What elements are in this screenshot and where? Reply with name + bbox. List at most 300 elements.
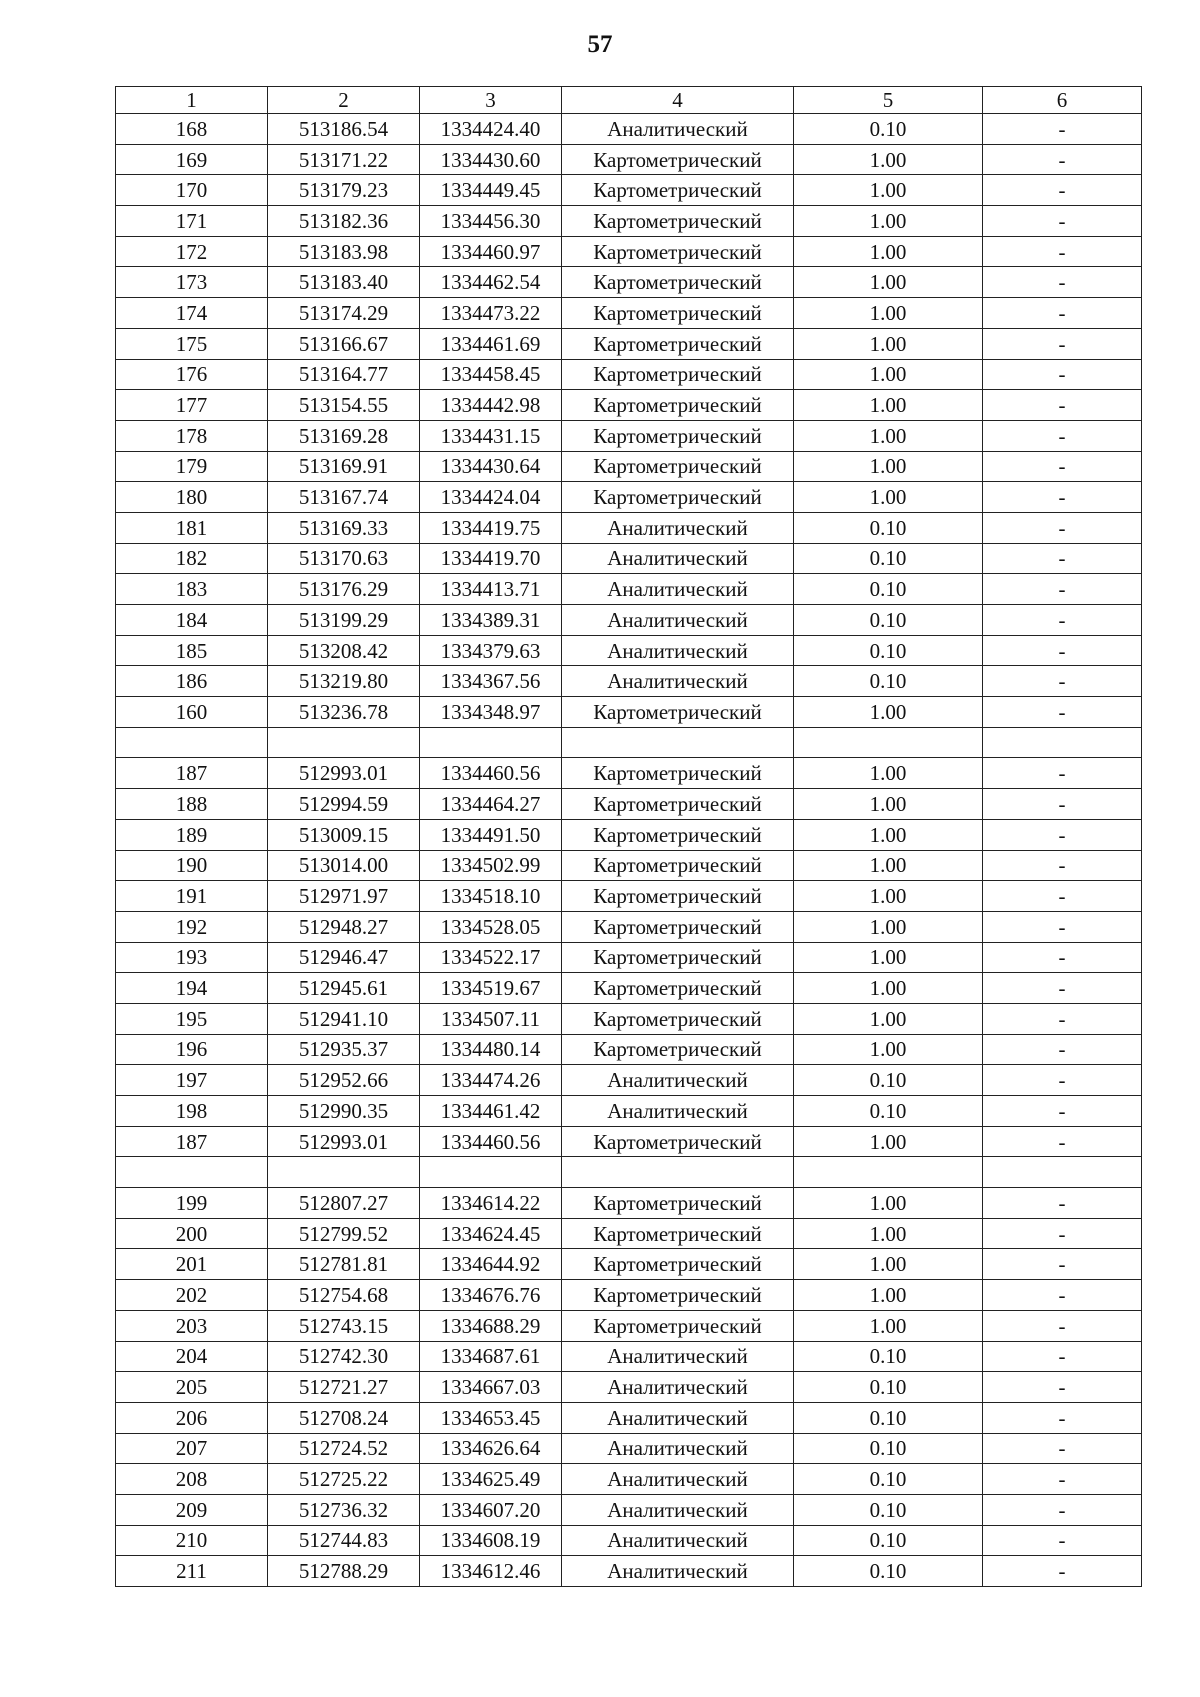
table-row — [116, 1556, 1142, 1587]
table-row — [116, 635, 1142, 666]
table-row — [116, 1096, 1142, 1127]
table-row — [116, 482, 1142, 513]
point-number-cell: 209 — [116, 1494, 268, 1525]
note-cell: - — [983, 1280, 1142, 1311]
y-coordinate-cell: 1334502.99 — [420, 850, 562, 881]
x-coordinate-cell: 512946.47 — [268, 942, 420, 973]
x-coordinate-cell: 513169.33 — [268, 512, 420, 543]
table-row — [116, 1310, 1142, 1341]
method-cell: Картометрический — [562, 881, 794, 912]
x-coordinate-cell: 513186.54 — [268, 114, 420, 145]
method-cell: Аналитический — [562, 543, 794, 574]
method-cell: Картометрический — [562, 451, 794, 482]
x-coordinate-cell: 512971.97 — [268, 881, 420, 912]
note-cell: - — [983, 850, 1142, 881]
x-coordinate-cell: 512754.68 — [268, 1280, 420, 1311]
table-row — [116, 1433, 1142, 1464]
table-separator-row — [116, 727, 1142, 758]
note-cell: - — [983, 758, 1142, 789]
accuracy-cell: 0.10 — [794, 1096, 983, 1127]
accuracy-cell: 1.00 — [794, 1003, 983, 1034]
accuracy-cell: 1.00 — [794, 206, 983, 237]
x-coordinate-cell: 513014.00 — [268, 850, 420, 881]
method-cell — [562, 727, 794, 758]
point-number-cell: 186 — [116, 666, 268, 697]
accuracy-cell: 1.00 — [794, 328, 983, 359]
accuracy-cell: 1.00 — [794, 451, 983, 482]
point-number-cell: 183 — [116, 574, 268, 605]
note-cell: - — [983, 1372, 1142, 1403]
x-coordinate-cell: 513182.36 — [268, 206, 420, 237]
method-cell: Картометрический — [562, 206, 794, 237]
note-cell: - — [983, 1003, 1142, 1034]
note-cell: - — [983, 482, 1142, 513]
table-row — [116, 758, 1142, 789]
table-row — [116, 144, 1142, 175]
accuracy-cell: 1.00 — [794, 390, 983, 421]
table-row — [116, 267, 1142, 298]
point-number-cell: 208 — [116, 1464, 268, 1495]
table-row — [116, 1402, 1142, 1433]
method-cell: Аналитический — [562, 114, 794, 145]
y-coordinate-cell: 1334424.40 — [420, 114, 562, 145]
y-coordinate-cell: 1334348.97 — [420, 697, 562, 728]
y-coordinate-cell: 1334462.54 — [420, 267, 562, 298]
note-cell: - — [983, 175, 1142, 206]
table-row — [116, 819, 1142, 850]
method-cell: Картометрический — [562, 267, 794, 298]
method-cell: Картометрический — [562, 328, 794, 359]
table-row — [116, 328, 1142, 359]
y-coordinate-cell: 1334473.22 — [420, 298, 562, 329]
y-coordinate-cell: 1334430.60 — [420, 144, 562, 175]
x-coordinate-cell: 513169.91 — [268, 451, 420, 482]
table-row — [116, 666, 1142, 697]
accuracy-cell: 1.00 — [794, 236, 983, 267]
y-coordinate-cell: 1334460.56 — [420, 1126, 562, 1157]
y-coordinate-cell: 1334491.50 — [420, 819, 562, 850]
y-coordinate-cell: 1334419.70 — [420, 543, 562, 574]
column-header-3: 3 — [420, 87, 562, 114]
note-cell: - — [983, 574, 1142, 605]
accuracy-cell: 1.00 — [794, 911, 983, 942]
accuracy-cell: 0.10 — [794, 1372, 983, 1403]
point-number-cell: 197 — [116, 1065, 268, 1096]
note-cell: - — [983, 1310, 1142, 1341]
accuracy-cell: 1.00 — [794, 697, 983, 728]
note-cell: - — [983, 635, 1142, 666]
method-cell: Аналитический — [562, 1433, 794, 1464]
method-cell: Картометрический — [562, 1126, 794, 1157]
y-coordinate-cell: 1334644.92 — [420, 1249, 562, 1280]
point-number-cell: 173 — [116, 267, 268, 298]
x-coordinate-cell: 512935.37 — [268, 1034, 420, 1065]
accuracy-cell: 1.00 — [794, 1034, 983, 1065]
note-cell: - — [983, 1126, 1142, 1157]
x-coordinate-cell: 512799.52 — [268, 1218, 420, 1249]
x-coordinate-cell: 512725.22 — [268, 1464, 420, 1495]
method-cell: Картометрический — [562, 1249, 794, 1280]
method-cell: Аналитический — [562, 574, 794, 605]
point-number-cell: 180 — [116, 482, 268, 513]
table-row — [116, 1126, 1142, 1157]
note-cell: - — [983, 1065, 1142, 1096]
coordinates-table — [115, 86, 1142, 1587]
accuracy-cell: 0.10 — [794, 605, 983, 636]
x-coordinate-cell: 513219.80 — [268, 666, 420, 697]
table-row — [116, 881, 1142, 912]
x-coordinate-cell: 513179.23 — [268, 175, 420, 206]
table-row — [116, 1341, 1142, 1372]
accuracy-cell: 0.10 — [794, 1494, 983, 1525]
method-cell: Картометрический — [562, 1188, 794, 1219]
point-number-cell: 192 — [116, 911, 268, 942]
point-number-cell: 169 — [116, 144, 268, 175]
note-cell: - — [983, 1249, 1142, 1280]
note-cell: - — [983, 1034, 1142, 1065]
x-coordinate-cell: 512724.52 — [268, 1433, 420, 1464]
accuracy-cell: 1.00 — [794, 267, 983, 298]
table-row — [116, 175, 1142, 206]
y-coordinate-cell: 1334480.14 — [420, 1034, 562, 1065]
accuracy-cell: 1.00 — [794, 298, 983, 329]
x-coordinate-cell: 512941.10 — [268, 1003, 420, 1034]
note-cell: - — [983, 1096, 1142, 1127]
point-number-cell: 203 — [116, 1310, 268, 1341]
point-number-cell: 187 — [116, 1126, 268, 1157]
method-cell: Аналитический — [562, 1494, 794, 1525]
note-cell: - — [983, 420, 1142, 451]
y-coordinate-cell: 1334625.49 — [420, 1464, 562, 1495]
x-coordinate-cell: 512990.35 — [268, 1096, 420, 1127]
note-cell: - — [983, 1341, 1142, 1372]
y-coordinate-cell: 1334456.30 — [420, 206, 562, 237]
point-number-cell: 179 — [116, 451, 268, 482]
method-cell: Картометрический — [562, 236, 794, 267]
y-coordinate-cell: 1334687.61 — [420, 1341, 562, 1372]
y-coordinate-cell: 1334612.46 — [420, 1556, 562, 1587]
x-coordinate-cell — [268, 727, 420, 758]
table-row — [116, 911, 1142, 942]
method-cell — [562, 1157, 794, 1188]
accuracy-cell: 1.00 — [794, 819, 983, 850]
table-separator-row — [116, 1157, 1142, 1188]
accuracy-cell: 0.10 — [794, 574, 983, 605]
column-header-5: 5 — [794, 87, 983, 114]
point-number-cell: 184 — [116, 605, 268, 636]
x-coordinate-cell: 513199.29 — [268, 605, 420, 636]
accuracy-cell: 1.00 — [794, 789, 983, 820]
point-number-cell: 198 — [116, 1096, 268, 1127]
y-coordinate-cell: 1334431.15 — [420, 420, 562, 451]
x-coordinate-cell: 512721.27 — [268, 1372, 420, 1403]
y-coordinate-cell: 1334389.31 — [420, 605, 562, 636]
x-coordinate-cell: 513169.28 — [268, 420, 420, 451]
table-row — [116, 1188, 1142, 1219]
method-cell: Картометрический — [562, 942, 794, 973]
note-cell: - — [983, 512, 1142, 543]
table-row — [116, 1003, 1142, 1034]
method-cell: Картометрический — [562, 789, 794, 820]
y-coordinate-cell: 1334367.56 — [420, 666, 562, 697]
x-coordinate-cell: 512945.61 — [268, 973, 420, 1004]
point-number-cell: 176 — [116, 359, 268, 390]
point-number-cell: 195 — [116, 1003, 268, 1034]
accuracy-cell: 1.00 — [794, 1249, 983, 1280]
x-coordinate-cell: 513164.77 — [268, 359, 420, 390]
y-coordinate-cell: 1334460.97 — [420, 236, 562, 267]
x-coordinate-cell: 512742.30 — [268, 1341, 420, 1372]
note-cell — [983, 1157, 1142, 1188]
table-row — [116, 390, 1142, 421]
point-number-cell: 196 — [116, 1034, 268, 1065]
point-number-cell: 187 — [116, 758, 268, 789]
y-coordinate-cell: 1334608.19 — [420, 1525, 562, 1556]
method-cell: Картометрический — [562, 1003, 794, 1034]
point-number-cell: 202 — [116, 1280, 268, 1311]
accuracy-cell: 1.00 — [794, 850, 983, 881]
note-cell: - — [983, 1188, 1142, 1219]
point-number-cell: 182 — [116, 543, 268, 574]
point-number-cell: 174 — [116, 298, 268, 329]
note-cell: - — [983, 1433, 1142, 1464]
accuracy-cell: 1.00 — [794, 758, 983, 789]
y-coordinate-cell: 1334461.42 — [420, 1096, 562, 1127]
y-coordinate-cell: 1334607.20 — [420, 1494, 562, 1525]
accuracy-cell: 1.00 — [794, 1280, 983, 1311]
accuracy-cell: 1.00 — [794, 144, 983, 175]
column-header-4: 4 — [562, 87, 794, 114]
note-cell: - — [983, 1464, 1142, 1495]
point-number-cell: 175 — [116, 328, 268, 359]
y-coordinate-cell: 1334528.05 — [420, 911, 562, 942]
method-cell: Аналитический — [562, 605, 794, 636]
note-cell: - — [983, 881, 1142, 912]
y-coordinate-cell: 1334688.29 — [420, 1310, 562, 1341]
method-cell: Картометрический — [562, 1218, 794, 1249]
note-cell: - — [983, 298, 1142, 329]
y-coordinate-cell — [420, 727, 562, 758]
x-coordinate-cell: 512952.66 — [268, 1065, 420, 1096]
x-coordinate-cell: 512744.83 — [268, 1525, 420, 1556]
note-cell: - — [983, 144, 1142, 175]
y-coordinate-cell: 1334624.45 — [420, 1218, 562, 1249]
note-cell: - — [983, 359, 1142, 390]
note-cell: - — [983, 973, 1142, 1004]
method-cell: Аналитический — [562, 1402, 794, 1433]
note-cell: - — [983, 1218, 1142, 1249]
note-cell: - — [983, 1525, 1142, 1556]
y-coordinate-cell: 1334626.64 — [420, 1433, 562, 1464]
accuracy-cell: 1.00 — [794, 881, 983, 912]
y-coordinate-cell: 1334614.22 — [420, 1188, 562, 1219]
note-cell — [983, 727, 1142, 758]
method-cell: Аналитический — [562, 635, 794, 666]
x-coordinate-cell: 513170.63 — [268, 543, 420, 574]
note-cell: - — [983, 911, 1142, 942]
point-number-cell: 168 — [116, 114, 268, 145]
accuracy-cell: 0.10 — [794, 1341, 983, 1372]
accuracy-cell: 1.00 — [794, 482, 983, 513]
y-coordinate-cell: 1334442.98 — [420, 390, 562, 421]
method-cell: Аналитический — [562, 1341, 794, 1372]
accuracy-cell: 1.00 — [794, 175, 983, 206]
method-cell: Картометрический — [562, 175, 794, 206]
accuracy-cell: 1.00 — [794, 359, 983, 390]
method-cell: Картометрический — [562, 298, 794, 329]
x-coordinate-cell: 512788.29 — [268, 1556, 420, 1587]
table-row — [116, 850, 1142, 881]
table-row — [116, 1034, 1142, 1065]
method-cell: Картометрический — [562, 1034, 794, 1065]
method-cell: Аналитический — [562, 1065, 794, 1096]
table-row — [116, 298, 1142, 329]
method-cell: Картометрический — [562, 911, 794, 942]
y-coordinate-cell: 1334449.45 — [420, 175, 562, 206]
accuracy-cell: 0.10 — [794, 635, 983, 666]
x-coordinate-cell: 513176.29 — [268, 574, 420, 605]
point-number-cell: 204 — [116, 1341, 268, 1372]
accuracy-cell: 0.10 — [794, 1464, 983, 1495]
point-number-cell: 188 — [116, 789, 268, 820]
note-cell: - — [983, 206, 1142, 237]
table-row — [116, 973, 1142, 1004]
x-coordinate-cell: 513167.74 — [268, 482, 420, 513]
table-row — [116, 420, 1142, 451]
table-row — [116, 206, 1142, 237]
method-cell: Аналитический — [562, 1464, 794, 1495]
accuracy-cell: 0.10 — [794, 114, 983, 145]
note-cell: - — [983, 267, 1142, 298]
table-row — [116, 1280, 1142, 1311]
point-number-cell — [116, 1157, 268, 1188]
x-coordinate-cell: 512993.01 — [268, 758, 420, 789]
table-row — [116, 789, 1142, 820]
y-coordinate-cell: 1334676.76 — [420, 1280, 562, 1311]
note-cell: - — [983, 328, 1142, 359]
x-coordinate-cell: 513183.40 — [268, 267, 420, 298]
method-cell: Картометрический — [562, 758, 794, 789]
note-cell: - — [983, 1402, 1142, 1433]
x-coordinate-cell: 512948.27 — [268, 911, 420, 942]
method-cell: Аналитический — [562, 1372, 794, 1403]
method-cell: Картометрический — [562, 850, 794, 881]
point-number-cell: 205 — [116, 1372, 268, 1403]
method-cell: Картометрический — [562, 420, 794, 451]
y-coordinate-cell: 1334519.67 — [420, 973, 562, 1004]
point-number-cell: 185 — [116, 635, 268, 666]
table-row — [116, 697, 1142, 728]
point-number-cell: 201 — [116, 1249, 268, 1280]
x-coordinate-cell: 512743.15 — [268, 1310, 420, 1341]
method-cell: Картометрический — [562, 1280, 794, 1311]
accuracy-cell: 1.00 — [794, 1126, 983, 1157]
note-cell: - — [983, 390, 1142, 421]
method-cell: Картометрический — [562, 359, 794, 390]
table-row — [116, 1494, 1142, 1525]
x-coordinate-cell: 513166.67 — [268, 328, 420, 359]
x-coordinate-cell: 513208.42 — [268, 635, 420, 666]
table-row — [116, 512, 1142, 543]
point-number-cell: 178 — [116, 420, 268, 451]
y-coordinate-cell: 1334424.04 — [420, 482, 562, 513]
point-number-cell: 210 — [116, 1525, 268, 1556]
method-cell: Картометрический — [562, 697, 794, 728]
accuracy-cell: 1.00 — [794, 942, 983, 973]
point-number-cell: 172 — [116, 236, 268, 267]
x-coordinate-cell: 513154.55 — [268, 390, 420, 421]
point-number-cell: 170 — [116, 175, 268, 206]
point-number-cell: 189 — [116, 819, 268, 850]
x-coordinate-cell: 513171.22 — [268, 144, 420, 175]
table-row — [116, 605, 1142, 636]
table-row — [116, 1249, 1142, 1280]
note-cell: - — [983, 1494, 1142, 1525]
accuracy-cell: 0.10 — [794, 666, 983, 697]
table-row — [116, 451, 1142, 482]
x-coordinate-cell: 512994.59 — [268, 789, 420, 820]
point-number-cell: 200 — [116, 1218, 268, 1249]
column-header-6: 6 — [983, 87, 1142, 114]
accuracy-cell: 1.00 — [794, 1218, 983, 1249]
point-number-cell: 171 — [116, 206, 268, 237]
table-row — [116, 1372, 1142, 1403]
method-cell: Картометрический — [562, 973, 794, 1004]
point-number-cell: 206 — [116, 1402, 268, 1433]
table-row — [116, 1065, 1142, 1096]
y-coordinate-cell: 1334522.17 — [420, 942, 562, 973]
accuracy-cell: 1.00 — [794, 973, 983, 1004]
column-header-2: 2 — [268, 87, 420, 114]
point-number-cell: 177 — [116, 390, 268, 421]
table-row — [116, 1525, 1142, 1556]
method-cell: Картометрический — [562, 819, 794, 850]
page-number: 57 — [587, 31, 613, 58]
point-number-cell: 193 — [116, 942, 268, 973]
table-row — [116, 543, 1142, 574]
accuracy-cell: 0.10 — [794, 543, 983, 574]
y-coordinate-cell: 1334653.45 — [420, 1402, 562, 1433]
x-coordinate-cell: 512708.24 — [268, 1402, 420, 1433]
x-coordinate-cell: 512807.27 — [268, 1188, 420, 1219]
x-coordinate-cell — [268, 1157, 420, 1188]
point-number-cell: 211 — [116, 1556, 268, 1587]
accuracy-cell: 0.10 — [794, 1525, 983, 1556]
method-cell: Аналитический — [562, 1096, 794, 1127]
y-coordinate-cell: 1334458.45 — [420, 359, 562, 390]
x-coordinate-cell: 513236.78 — [268, 697, 420, 728]
table-row — [116, 359, 1142, 390]
method-cell: Аналитический — [562, 512, 794, 543]
table-header — [116, 87, 1142, 114]
point-number-cell: 190 — [116, 850, 268, 881]
note-cell: - — [983, 114, 1142, 145]
point-number-cell: 181 — [116, 512, 268, 543]
y-coordinate-cell — [420, 1157, 562, 1188]
note-cell: - — [983, 789, 1142, 820]
x-coordinate-cell: 513009.15 — [268, 819, 420, 850]
accuracy-cell: 1.00 — [794, 1310, 983, 1341]
method-cell: Аналитический — [562, 1525, 794, 1556]
x-coordinate-cell: 512736.32 — [268, 1494, 420, 1525]
method-cell: Картометрический — [562, 1310, 794, 1341]
accuracy-cell: 0.10 — [794, 1402, 983, 1433]
note-cell: - — [983, 543, 1142, 574]
y-coordinate-cell: 1334460.56 — [420, 758, 562, 789]
point-number-cell — [116, 727, 268, 758]
accuracy-cell: 0.10 — [794, 1065, 983, 1096]
column-header-1: 1 — [116, 87, 268, 114]
